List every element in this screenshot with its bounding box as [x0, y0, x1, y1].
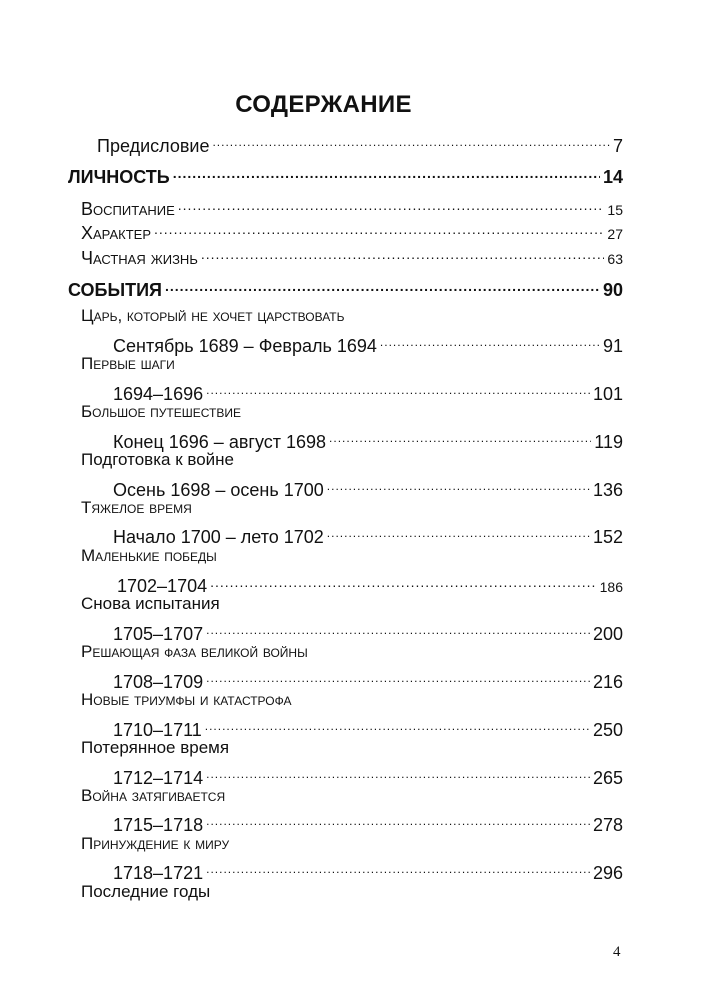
chapter-page: 278 [592, 815, 623, 835]
chapter-period: 1710–1711 [113, 720, 202, 740]
chapter-period: 1712–1714 [113, 768, 204, 788]
chapter-page: 91 [602, 336, 623, 356]
chapter-entry[interactable] [113, 328, 623, 358]
chapter-page: 136 [592, 480, 623, 500]
dot-leader [206, 855, 590, 879]
chapter-page: 200 [592, 624, 623, 644]
toc-entry-page: 63 [607, 251, 623, 267]
chapter-period: Начало 1700 – лето 1702 [113, 527, 324, 547]
dot-leader [380, 328, 600, 352]
chapter-page: 152 [592, 527, 623, 547]
chapter-title: Царь, который не хочет царствовать [81, 306, 345, 325]
chapter-title: Принуждение к миру [81, 834, 230, 853]
chapter-title: Потерянное время [81, 738, 230, 757]
chapter-page: 186 [599, 579, 623, 595]
chapter-title: Подготовка к войне [81, 450, 234, 469]
chapter-title: Решающая фаза великой войны [81, 642, 308, 661]
toc-part-label: ЛИЧНОСТЬ [68, 167, 170, 187]
toc-part-lichnost[interactable] [68, 159, 623, 189]
toc-entry-label: Предисловие [97, 136, 210, 156]
chapter-title: Новые триумфы и катастрофа [81, 690, 292, 709]
dot-leader [201, 240, 605, 264]
chapter-period: Осень 1698 – осень 1700 [113, 480, 324, 500]
chapter-period: 1715–1718 [113, 815, 204, 835]
dot-leader [178, 191, 605, 215]
chapter-period: 1702–1704 [117, 576, 208, 596]
page-title: СОДЕРЖАНИЕ [235, 91, 412, 118]
dot-leader [210, 568, 597, 592]
page-number: 4 [613, 944, 621, 960]
toc-part-page: 90 [602, 280, 623, 300]
toc-entry-label: Воспитание [81, 199, 175, 219]
chapter-page: 119 [594, 432, 623, 452]
chapter-period: 1705–1707 [113, 624, 204, 644]
chapter-title: Большое путешествие [81, 402, 241, 421]
chapter-title: Тяжелое время [81, 498, 192, 517]
dot-leader [165, 272, 600, 296]
toc-part-page: 14 [602, 167, 623, 187]
chapter-period: 1708–1709 [113, 672, 204, 692]
dot-leader [327, 472, 590, 496]
chapter-page: 265 [592, 768, 623, 788]
chapter-period: 1694–1696 [113, 384, 204, 404]
dot-leader [327, 519, 590, 543]
dot-leader [205, 712, 590, 736]
chapter-title: Снова испытания [81, 594, 220, 613]
chapter-page: 250 [592, 720, 623, 740]
chapter-period: Сентябрь 1689 – Февраль 1694 [113, 336, 377, 356]
dot-leader [173, 159, 600, 183]
dot-leader [206, 807, 590, 831]
toc-part-label: СОБЫТИЯ [68, 280, 162, 300]
toc-part-sobytiya[interactable] [68, 272, 623, 302]
chapter-title: Первые шаги [81, 354, 175, 373]
dot-leader [206, 664, 590, 688]
dot-leader [329, 424, 591, 448]
dot-leader [212, 128, 610, 152]
toc-entry-chastnaya-zhizn[interactable] [81, 240, 623, 271]
dot-leader [154, 215, 604, 239]
chapter-page: 296 [592, 863, 623, 883]
chapter-period: 1718–1721 [113, 863, 204, 883]
toc-entry-page: 7 [612, 136, 623, 156]
chapter-period: Конец 1696 – август 1698 [113, 432, 327, 452]
dot-leader [206, 760, 590, 784]
toc-entry-page: 27 [607, 226, 623, 242]
toc-entry-page: 15 [607, 202, 623, 218]
chapter-page: 216 [592, 672, 623, 692]
chapter-title: Последние годы [81, 882, 211, 901]
toc-entry-preface[interactable] [97, 128, 623, 158]
chapter-page: 101 [592, 384, 623, 404]
toc-entry-label: Частная жизнь [81, 248, 198, 268]
toc-entry-label: Характер [81, 223, 152, 243]
chapter-title: Война затягивается [81, 786, 226, 805]
chapter-title: Маленькие победы [81, 546, 217, 565]
dot-leader [206, 616, 590, 640]
dot-leader [206, 376, 590, 400]
